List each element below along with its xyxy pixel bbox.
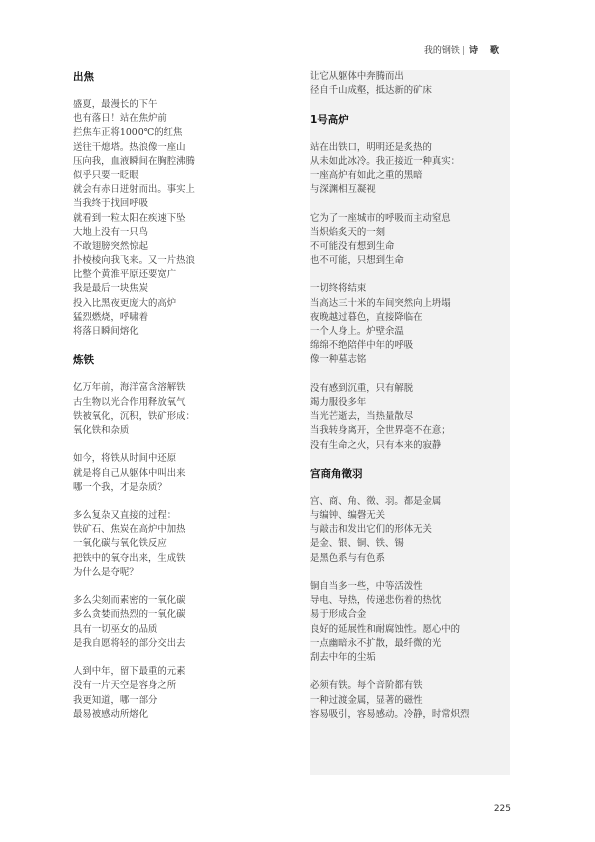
poem-line: 不可能没有想到生命 [310, 240, 395, 252]
poem-line: 径自千山成壑，抵达新的矿床 [310, 85, 432, 97]
running-header [424, 43, 511, 56]
poem [73, 70, 298, 353]
poem-line: 扑棱棱向我飞来。又一片热浪 [73, 255, 195, 267]
poem-line: 如今，将铁从时间中还原 [73, 453, 177, 465]
stanza-gap [310, 566, 510, 580]
poem-line: 多么贪婪而热烈的一氧化碳 [73, 609, 186, 621]
stanza [73, 509, 298, 580]
right-column [310, 70, 510, 775]
poem-line: 不敢翅膀突然惊起 [73, 240, 149, 252]
poem-line: 一点幽暗永不扩散，最纤微的光 [310, 637, 442, 649]
poem [73, 353, 298, 736]
stanza-gap [310, 268, 510, 282]
poem-line: 刮去中年的尘垢 [310, 651, 376, 663]
poem-line: 宫、商、角、徵、羽。都是金属 [310, 495, 442, 507]
poem-line: 古生物以光合作用释放氧气 [73, 396, 186, 408]
section-title: 诗歌 [468, 46, 511, 56]
poem-line: 与编钟、编磬无关 [310, 510, 386, 522]
stanza-gap [73, 580, 298, 594]
stanza [310, 70, 510, 98]
poem-line: 是金、银、铜、铁、锡 [310, 538, 404, 550]
stanza-gap [310, 453, 510, 467]
poem-line: 压向我，血液瞬间在胸腔沸腾 [73, 155, 195, 167]
poem-line: 将落日瞬间熔化 [73, 326, 139, 337]
poem-line: 当我终于找回呼吸 [73, 198, 149, 210]
stanza-gap [73, 495, 298, 509]
poem-line: 一种过渡金属，显著的磁性 [310, 694, 423, 706]
poem-line: 良好的延展性和耐腐蚀性。愿心中的 [310, 623, 461, 635]
poem-line: 我更知道，哪一部分 [73, 694, 158, 706]
poem [310, 70, 510, 113]
stanza [310, 141, 510, 198]
poem-line: 就会有赤日迸射而出。事实上 [73, 184, 195, 196]
poem-line: 大地上没有一只鸟 [73, 226, 149, 238]
page-number: 225 [493, 804, 511, 814]
stanza [310, 382, 510, 453]
poem [310, 113, 510, 467]
stanza-gap [310, 665, 510, 679]
poem-line: 一座高炉有如此之重的黑暗 [310, 169, 423, 181]
poem-line: 人到中年，留下最重的元素 [73, 666, 186, 678]
poem-line: 是黑色系与有色系 [310, 552, 386, 564]
poem-line: 拦焦车正将1000℃的红焦 [73, 127, 183, 139]
stanza-gap [73, 339, 298, 353]
stanza [310, 282, 510, 367]
stanza-gap [310, 722, 510, 736]
stanza-gap [73, 651, 298, 665]
poem-line: 没有生命之火，只有本来的寂静 [310, 439, 442, 451]
poem-line: 一切终将结束 [310, 283, 367, 295]
poem-line: 多么复杂又直接的过程： [73, 510, 177, 522]
poem-line: 像一种墓志铭 [310, 354, 367, 366]
poem-line: 也不可能，只想到生命 [310, 255, 404, 267]
poem-line: 哪一个我，才是杂质？ [73, 481, 167, 493]
poem-line: 盛夏，最漫长的下午 [73, 99, 158, 110]
stanza-gap [310, 368, 510, 382]
poem-line: 具有一切巫女的品质 [73, 623, 158, 635]
poem-title: 宫商角徵羽 [310, 467, 363, 480]
poem-line: 就看到一粒太阳在疾速下坠 [73, 212, 186, 224]
poem-line: 绵绵不绝陪伴中年的呼吸 [310, 340, 414, 352]
poem-line: 比整个黄淮平原还要宽广 [73, 269, 177, 281]
poem-line: 让它从躯体中奔腾而出 [310, 71, 404, 82]
poem-line: 与深渊相互凝视 [310, 184, 376, 196]
poem-line: 猛烈燃烧，呼啸着 [73, 311, 149, 323]
poem-line: 多么尖刻而素密的一氧化碳 [73, 595, 186, 607]
stanza [310, 212, 510, 269]
poem-line: 它为了一座城市的呼吸而主动窒息 [310, 212, 451, 224]
poem-line: 似乎只要一眨眼 [73, 169, 139, 181]
poem-title: 炼铁 [73, 354, 94, 367]
poem-line: 必须有铁。每个音阶都有铁 [310, 680, 423, 692]
poem-line: 是我自愿将轻的部分交出去 [73, 637, 186, 649]
poem-line: 亿万年前，海洋富含溶解铁 [73, 382, 186, 394]
poem-line: 最易被感动所熔化 [73, 708, 149, 720]
poem-line: 把铁中的氧夺出来，生成铁 [73, 552, 186, 564]
stanza-gap [73, 438, 298, 452]
header-separator: | [461, 46, 465, 56]
poem-line: 当我转身离开，全世界毫不在意； [310, 425, 451, 437]
poem-line: 没有一片天空是容身之所 [73, 680, 177, 692]
poem-line: 一个人身上。炉壁余温 [310, 326, 404, 337]
stanza [73, 98, 298, 339]
stanza [73, 452, 298, 495]
stanza-gap [73, 722, 298, 736]
stanza [73, 594, 298, 651]
stanza [310, 495, 510, 566]
book-title: 我的钢铁 [423, 46, 460, 56]
poem-line: 为什么是夺呢？ [73, 566, 139, 578]
stanza [310, 679, 510, 722]
poem-line: 没有感到沉重，只有解脱 [310, 382, 414, 394]
stanza-gap [310, 98, 510, 112]
stanza-gap [310, 197, 510, 211]
poem-line: 氧化铁和杂质 [73, 424, 130, 436]
poem-line: 站在出铁口，明明还是炙热的 [310, 141, 432, 153]
poem-line: 一氧化碳与氧化铁反应 [73, 538, 167, 550]
poem [310, 467, 510, 736]
poem-line: 铁被氧化，沉积，铁矿形成： [73, 410, 195, 422]
poem-line: 当高达三十米的车间突然向上坍塌 [310, 297, 451, 309]
poem-line: 当光芒逝去，当热量散尽 [310, 411, 414, 423]
stanza [310, 580, 510, 665]
poem-line: 就是将自己从躯体中叫出来 [73, 467, 186, 479]
stanza [73, 381, 298, 438]
poem-title: 出焦 [73, 71, 94, 83]
poem-line: 投入比黑夜更庞大的高炉 [73, 297, 177, 309]
poem-line: 铜自当多一些，中等活泼性 [310, 581, 423, 592]
stanza [73, 665, 298, 722]
left-column [73, 70, 298, 736]
poem-line: 也有落日！站在焦炉前 [73, 113, 167, 125]
poem-line: 当炽焰炙天的一刻 [310, 226, 386, 238]
poem-line: 我是最后一块焦炭 [73, 283, 149, 295]
poem-line: 竭力服役多年 [310, 396, 367, 408]
poem-line: 与敲击和发出它们的形体无关 [310, 524, 432, 536]
poem-line: 送往干熄塔。热浪像一座山 [73, 141, 186, 153]
poem-line: 从未如此冰冷。我正接近一种真实： [310, 155, 461, 167]
poem-line: 容易吸引，容易感动。冷静，时常炽烈 [310, 708, 470, 720]
poem-title: 1号高炉 [310, 113, 349, 126]
poem-line: 导电、导热，传递悲伤着的热忱 [310, 595, 442, 607]
poem-line: 铁矿石、焦炭在高炉中加热 [73, 524, 186, 536]
poem-line: 易于形成合金 [310, 609, 367, 621]
poem-line: 夜晚越过暮色，直接降临在 [310, 311, 423, 323]
